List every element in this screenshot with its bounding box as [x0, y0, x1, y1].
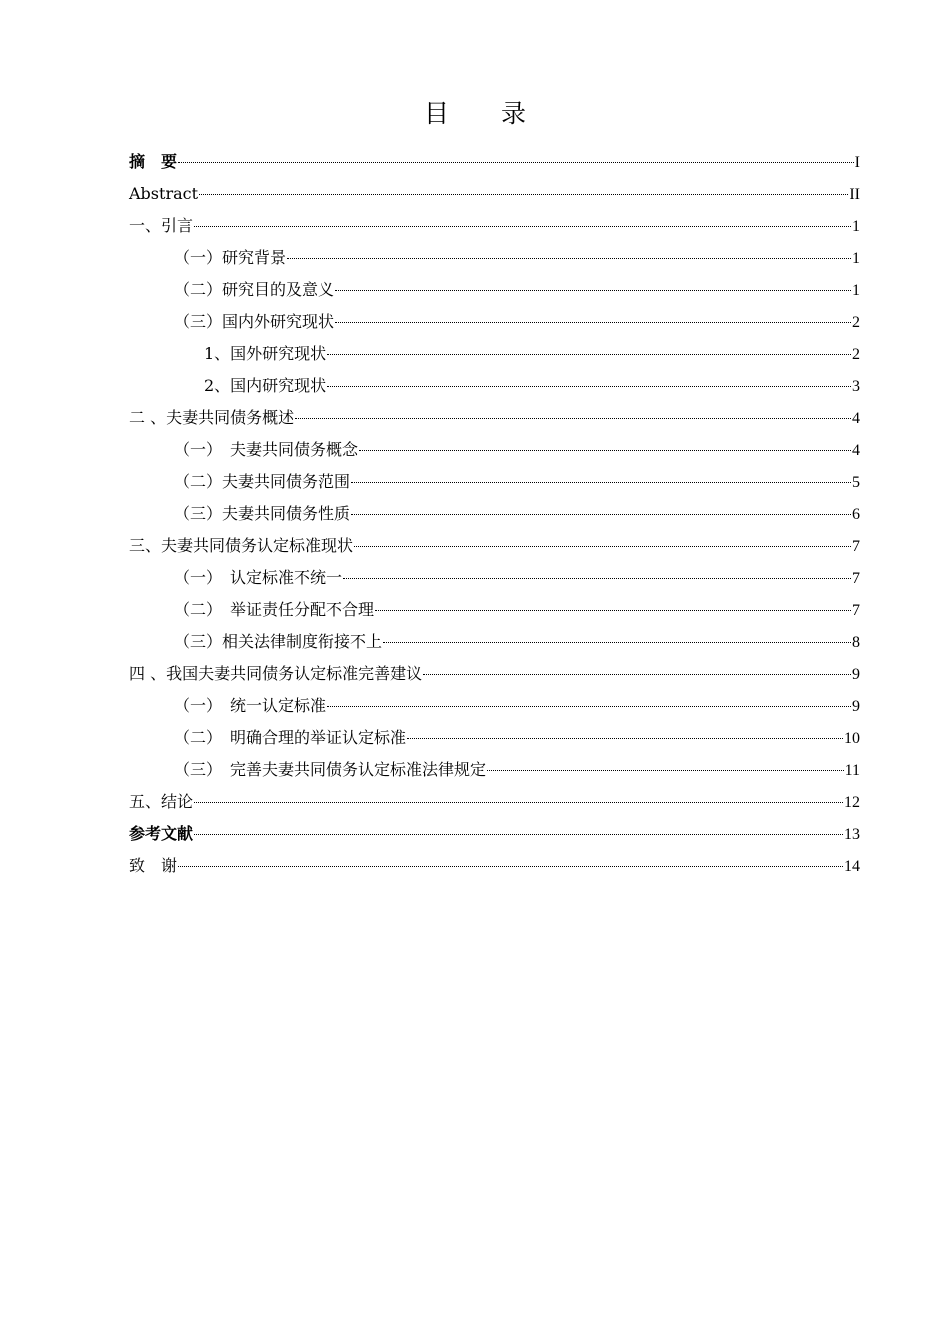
- toc-dot-leader: [407, 737, 843, 739]
- toc-entry[interactable]: [129, 498, 860, 530]
- toc-entry-label: 五、结论: [129, 792, 194, 811]
- toc-entry[interactable]: [129, 626, 860, 658]
- toc-entry[interactable]: [129, 306, 860, 338]
- toc-dot-leader: [359, 449, 851, 451]
- toc-page-number: 10: [844, 730, 860, 747]
- toc-entry-label: 致 谢: [129, 856, 178, 875]
- toc-dot-leader: [327, 705, 851, 707]
- toc-dot-leader: [335, 289, 851, 291]
- toc-page-number: 7: [852, 570, 860, 587]
- toc-entry-label: （一） 认定标准不统一: [174, 568, 343, 587]
- toc-entry[interactable]: [129, 210, 860, 242]
- toc-entry-label: （二）夫妻共同债务范围: [174, 472, 351, 491]
- toc-dot-leader: [327, 385, 851, 387]
- toc-entry-label: （三）国内外研究现状: [174, 312, 335, 331]
- toc-entry-label: 四 、我国夫妻共同债务认定标准完善建议: [129, 664, 423, 683]
- toc-entry[interactable]: [129, 242, 860, 274]
- toc-entry[interactable]: [129, 146, 860, 178]
- toc-entry[interactable]: [129, 786, 860, 818]
- toc-entry[interactable]: [129, 658, 860, 690]
- toc-entry-label: （二）研究目的及意义: [174, 280, 335, 299]
- toc-dot-leader: [327, 353, 851, 355]
- toc-dot-leader: [351, 481, 851, 483]
- toc-page-number: 11: [844, 762, 860, 779]
- toc-page-number: 5: [852, 474, 860, 491]
- toc-page-number: 14: [844, 858, 860, 875]
- toc-entry[interactable]: [129, 722, 860, 754]
- toc-page-number: 6: [852, 506, 860, 523]
- toc-entry[interactable]: [129, 594, 860, 626]
- toc-entry-label: （一）研究背景: [174, 248, 287, 267]
- toc-entry[interactable]: [129, 690, 860, 722]
- toc-page-number: 13: [844, 826, 860, 843]
- toc-dot-leader: [194, 801, 843, 803]
- toc-dot-leader: [383, 641, 851, 643]
- toc-entry[interactable]: [129, 530, 860, 562]
- toc-entry[interactable]: [129, 178, 860, 210]
- toc-page-number: I: [854, 154, 860, 171]
- toc-entry[interactable]: [129, 754, 860, 786]
- toc-dot-leader: [287, 257, 851, 259]
- toc-dot-leader: [295, 417, 851, 419]
- toc-entry[interactable]: [129, 466, 860, 498]
- toc-page-number: 3: [852, 378, 860, 395]
- toc-page-number: 2: [852, 314, 860, 331]
- toc-dot-leader: [178, 865, 843, 867]
- toc-page-number: 4: [852, 410, 860, 427]
- toc-dot-leader: [194, 833, 843, 835]
- toc-entry[interactable]: [129, 338, 860, 370]
- toc-entry-label: （二） 举证责任分配不合理: [174, 600, 375, 619]
- toc-dot-leader: [423, 673, 851, 675]
- toc-dot-leader: [375, 609, 851, 611]
- toc-dot-leader: [335, 321, 851, 323]
- toc-entry-label: 参考文献: [129, 824, 194, 843]
- toc-dot-leader: [194, 225, 851, 227]
- toc-entry[interactable]: [129, 370, 860, 402]
- toc-page-number: 7: [852, 538, 860, 555]
- table-of-contents: [129, 146, 860, 882]
- toc-entry-label: （三） 完善夫妻共同债务认定标准法律规定: [174, 760, 487, 779]
- toc-dot-leader: [487, 769, 844, 771]
- toc-entry-label: 2、国内研究现状: [204, 376, 327, 395]
- toc-entry-label: （一） 统一认定标准: [174, 696, 327, 715]
- toc-page-number: 4: [852, 442, 860, 459]
- toc-page-number: 1: [852, 250, 860, 267]
- toc-entry[interactable]: [129, 434, 860, 466]
- toc-entry-label: 一、引言: [129, 216, 194, 235]
- toc-entry-label: （三）夫妻共同债务性质: [174, 504, 351, 523]
- toc-entry-label: （一） 夫妻共同债务概念: [174, 440, 359, 459]
- toc-page-number: 1: [852, 282, 860, 299]
- toc-entry-label: 二 、夫妻共同债务概述: [129, 408, 295, 427]
- toc-entry-label: 1、国外研究现状: [204, 344, 327, 363]
- toc-dot-leader: [354, 545, 851, 547]
- toc-page-number: 8: [852, 634, 860, 651]
- toc-page-number: 9: [852, 666, 860, 683]
- toc-entry-label: （三）相关法律制度衔接不上: [174, 632, 383, 651]
- toc-dot-leader: [178, 161, 854, 163]
- toc-page-number: 2: [852, 346, 860, 363]
- toc-entry-label: 摘 要: [129, 152, 178, 171]
- toc-entry[interactable]: [129, 274, 860, 306]
- page-title: 目 录: [424, 99, 548, 128]
- toc-dot-leader: [199, 193, 848, 195]
- toc-entry[interactable]: [129, 818, 860, 850]
- toc-dot-leader: [351, 513, 851, 515]
- toc-page-number: 9: [852, 698, 860, 715]
- toc-entry-label: Abstract: [129, 184, 199, 203]
- toc-entry[interactable]: [129, 850, 860, 882]
- toc-page-number: II: [849, 186, 860, 203]
- toc-page-number: 7: [852, 602, 860, 619]
- toc-entry-label: 三、夫妻共同债务认定标准现状: [129, 536, 354, 555]
- toc-entry[interactable]: [129, 562, 860, 594]
- toc-dot-leader: [343, 577, 851, 579]
- toc-entry-label: （二） 明确合理的举证认定标准: [174, 728, 407, 747]
- toc-page-number: 12: [844, 794, 860, 811]
- toc-page-number: 1: [852, 218, 860, 235]
- toc-entry[interactable]: [129, 402, 860, 434]
